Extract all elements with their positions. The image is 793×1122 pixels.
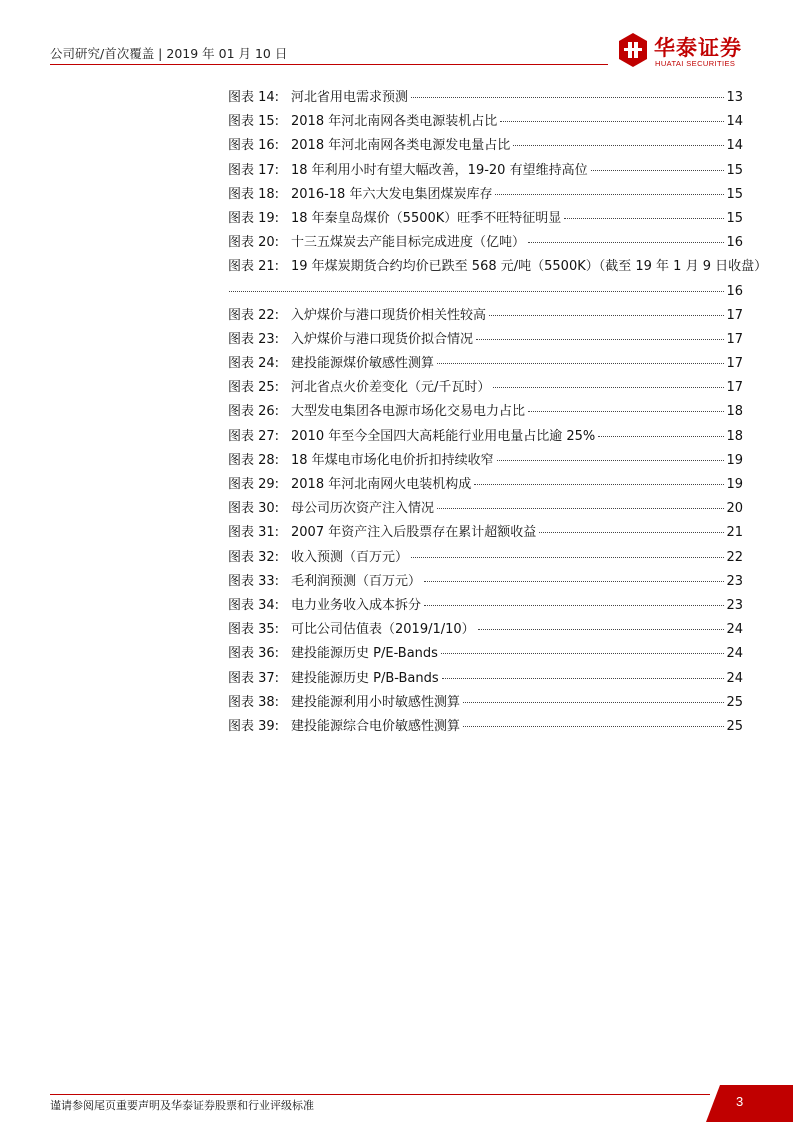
toc-dot-leader bbox=[437, 508, 724, 509]
toc-entry-label: 图表 19: bbox=[228, 210, 280, 226]
toc-dot-leader bbox=[229, 291, 724, 292]
toc-entry-title: 收入预测（百万元） bbox=[291, 549, 409, 565]
toc-entry-title: 母公司历次资产注入情况 bbox=[291, 501, 435, 517]
page-number: 3 bbox=[736, 1094, 744, 1109]
toc-entry-title: 2018 年河北南网各类电源装机占比 bbox=[291, 114, 498, 130]
toc-dot-leader bbox=[476, 339, 724, 340]
toc-entry-title: 建投能源利用小时敏感性测算 bbox=[291, 694, 461, 710]
toc-entry-label: 图表 33: bbox=[228, 573, 280, 589]
toc-entry-label: 图表 36: bbox=[228, 646, 280, 662]
toc-entry-page: 17 bbox=[726, 331, 743, 347]
toc-entry-page: 23 bbox=[726, 597, 743, 613]
toc-entry-page: 23 bbox=[726, 573, 743, 589]
toc-entry[interactable] bbox=[228, 449, 743, 473]
toc-dot-leader bbox=[437, 363, 724, 364]
toc-entry-page: 15 bbox=[726, 186, 743, 202]
toc-entry[interactable] bbox=[228, 546, 743, 570]
toc-entry-page: 14 bbox=[726, 138, 743, 154]
toc-dot-leader bbox=[489, 315, 724, 316]
toc-entry-label: 图表 30: bbox=[228, 501, 280, 517]
toc-entry-title: 18 年利用小时有望大幅改善，19-20 有望维持高位 bbox=[291, 162, 588, 178]
footer-divider bbox=[50, 1094, 710, 1095]
toc-entry-page: 25 bbox=[726, 694, 743, 710]
toc-entry-page: 13 bbox=[726, 90, 743, 105]
toc-entry-label: 图表 38: bbox=[228, 694, 280, 710]
toc-entry-label: 图表 35: bbox=[228, 622, 280, 638]
toc-entry[interactable] bbox=[228, 86, 743, 110]
toc-entry-label: 图表 16: bbox=[228, 138, 280, 154]
toc-dot-leader bbox=[528, 411, 724, 412]
toc-dot-leader bbox=[411, 557, 724, 558]
toc-entry-title: 2018 年河北南网各类电源发电量占比 bbox=[291, 138, 511, 154]
toc-entry[interactable] bbox=[228, 352, 743, 376]
logo-english-name: HUATAI SECURITIES bbox=[655, 59, 736, 68]
toc-entry-label: 图表 37: bbox=[228, 670, 280, 686]
header-divider bbox=[50, 64, 608, 65]
toc-entry[interactable] bbox=[228, 497, 743, 521]
huatai-logo-icon bbox=[616, 32, 650, 68]
toc-dot-leader bbox=[463, 726, 724, 727]
toc-dot-leader bbox=[493, 387, 724, 388]
toc-entry-title: 建投能源历史 P/E-Bands bbox=[291, 646, 438, 662]
toc-entry[interactable] bbox=[228, 255, 768, 279]
toc-entry-page: 24 bbox=[726, 622, 743, 638]
toc-entry-label: 图表 31: bbox=[228, 525, 280, 541]
toc-entry-title: 入炉煤价与港口现货价相关性较高 bbox=[291, 307, 487, 323]
toc-entry[interactable] bbox=[228, 328, 743, 352]
toc-entry-label: 图表 27: bbox=[228, 428, 280, 444]
toc-entry-label: 图表 29: bbox=[228, 477, 280, 492]
toc-entry[interactable] bbox=[228, 691, 743, 715]
toc-entry-page: 24 bbox=[726, 670, 743, 686]
toc-entry-title: 河北省点火价差变化（元/千瓦时） bbox=[291, 380, 491, 396]
toc-dot-leader bbox=[528, 242, 724, 243]
toc-entry-label: 图表 21: bbox=[228, 259, 280, 275]
toc-entry-page: 16 bbox=[726, 283, 743, 299]
toc-entry-page: 24 bbox=[726, 646, 743, 662]
toc-entry-page: 19 bbox=[726, 452, 743, 468]
toc-entry-page: 18 bbox=[726, 404, 743, 420]
toc-entry[interactable] bbox=[228, 304, 743, 328]
toc-entry-title: 十三五煤炭去产能目标完成进度（亿吨） bbox=[291, 235, 526, 251]
toc-entry[interactable] bbox=[228, 667, 743, 691]
toc-entry-page: 14 bbox=[726, 114, 743, 130]
toc-dot-leader bbox=[411, 97, 724, 98]
page-number-tab bbox=[706, 1085, 793, 1122]
toc-entry[interactable] bbox=[228, 521, 743, 545]
toc-entry-label: 图表 39: bbox=[228, 718, 280, 734]
toc-entry-title: 19 年煤炭期货合约均价已跌至 568 元/吨（5500K）（截至 19 年 1 月 9 日收盘） bbox=[291, 259, 768, 275]
toc-dot-leader bbox=[564, 218, 724, 219]
toc-entry-label: 图表 26: bbox=[228, 404, 280, 420]
toc-dot-leader bbox=[591, 170, 725, 171]
figure-list bbox=[228, 86, 768, 739]
toc-entry-title: 电力业务收入成本拆分 bbox=[291, 597, 422, 613]
toc-dot-leader bbox=[497, 460, 725, 461]
toc-entry[interactable] bbox=[228, 642, 743, 666]
toc-entry-title: 建投能源煤价敏感性测算 bbox=[291, 356, 435, 372]
toc-entry[interactable] bbox=[228, 618, 743, 642]
toc-entry[interactable] bbox=[228, 207, 743, 231]
report-header: 公司研究/首次覆盖 | 2019 年 01 月 10 日 bbox=[50, 46, 288, 61]
toc-entry-label: 图表 28: bbox=[228, 452, 280, 468]
toc-entry-page: 15 bbox=[726, 162, 743, 178]
toc-entry-title: 2010 年至今全国四大高耗能行业用电量占比逾 25% bbox=[291, 428, 596, 444]
toc-entry-label: 图表 32: bbox=[228, 549, 280, 565]
toc-entry[interactable] bbox=[228, 183, 743, 207]
toc-entry-label: 图表 14: bbox=[228, 90, 280, 105]
toc-dot-leader bbox=[442, 678, 725, 679]
toc-entry-page: 16 bbox=[726, 235, 743, 251]
toc-entry-title: 可比公司估值表（2019/1/10） bbox=[291, 622, 475, 638]
toc-entry-page: 19 bbox=[726, 477, 743, 492]
huatai-logo bbox=[614, 30, 754, 70]
toc-entry-page: 17 bbox=[726, 380, 743, 396]
toc-entry-page: 25 bbox=[726, 718, 743, 734]
toc-entry-page: 21 bbox=[726, 525, 743, 541]
toc-dot-leader bbox=[513, 145, 724, 146]
logo-chinese-name: 华泰证券 bbox=[654, 36, 742, 60]
toc-dot-leader bbox=[539, 532, 724, 533]
toc-entry[interactable] bbox=[228, 594, 743, 618]
toc-entry[interactable] bbox=[228, 473, 743, 497]
toc-entry-label: 图表 22: bbox=[228, 307, 280, 323]
toc-entry-page: 20 bbox=[726, 501, 743, 517]
toc-entry-label: 图表 17: bbox=[228, 162, 280, 178]
toc-entry-title: 建投能源综合电价敏感性测算 bbox=[291, 718, 461, 734]
toc-dot-leader bbox=[441, 653, 725, 654]
toc-entry-label: 图表 15: bbox=[228, 114, 280, 130]
toc-entry[interactable] bbox=[228, 400, 743, 424]
toc-dot-leader bbox=[424, 605, 724, 606]
toc-entry[interactable] bbox=[228, 376, 743, 400]
toc-entry-title: 18 年煤电市场化电价折扣持续收窄 bbox=[291, 452, 494, 468]
toc-dot-leader bbox=[424, 581, 724, 582]
toc-entry-label: 图表 23: bbox=[228, 331, 280, 347]
toc-entry-title: 2007 年资产注入后股票存在累计超额收益 bbox=[291, 525, 537, 541]
toc-entry-label: 图表 20: bbox=[228, 235, 280, 251]
toc-entry[interactable] bbox=[228, 231, 743, 255]
toc-entry-title: 大型发电集团各电源市场化交易电力占比 bbox=[291, 404, 526, 420]
toc-dot-leader bbox=[478, 629, 725, 630]
toc-entry-page: 17 bbox=[726, 307, 743, 323]
toc-entry-label: 图表 18: bbox=[228, 186, 280, 202]
toc-entry[interactable] bbox=[228, 134, 743, 158]
toc-entry-title: 河北省用电需求预测 bbox=[291, 90, 409, 105]
toc-entry-label: 图表 25: bbox=[228, 380, 280, 396]
toc-entry-page: 18 bbox=[726, 428, 743, 444]
toc-entry-page: 15 bbox=[726, 210, 743, 226]
toc-entry-page: 17 bbox=[726, 356, 743, 372]
toc-dot-leader bbox=[495, 194, 724, 195]
toc-entry[interactable] bbox=[228, 425, 743, 449]
toc-dot-leader bbox=[598, 436, 724, 437]
toc-entry-label: 图表 34: bbox=[228, 597, 280, 613]
toc-entry-title: 18 年秦皇岛煤价（5500K）旺季不旺特征明显 bbox=[291, 210, 562, 226]
toc-entry-continuation[interactable] bbox=[228, 280, 743, 304]
toc-entry-label: 图表 24: bbox=[228, 356, 280, 372]
toc-dot-leader bbox=[500, 121, 724, 122]
toc-entry-title: 建投能源历史 P/B-Bands bbox=[291, 670, 439, 686]
toc-entry-title: 入炉煤价与港口现货价拟合情况 bbox=[291, 331, 474, 347]
toc-entry-title: 毛利润预测（百万元） bbox=[291, 573, 422, 589]
toc-entry-title: 2018 年河北南网火电装机构成 bbox=[291, 477, 472, 492]
toc-entry-title: 2016-18 年六大发电集团煤炭库存 bbox=[291, 186, 493, 202]
toc-entry[interactable] bbox=[228, 570, 743, 594]
toc-entry[interactable] bbox=[228, 159, 743, 183]
toc-entry-page: 22 bbox=[726, 549, 743, 565]
toc-dot-leader bbox=[474, 484, 724, 485]
toc-entry[interactable] bbox=[228, 715, 743, 739]
toc-entry[interactable] bbox=[228, 110, 743, 134]
toc-dot-leader bbox=[463, 702, 724, 703]
footer-disclaimer: 谨请参阅尾页重要声明及华泰证券股票和行业评级标准 bbox=[50, 1099, 314, 1112]
